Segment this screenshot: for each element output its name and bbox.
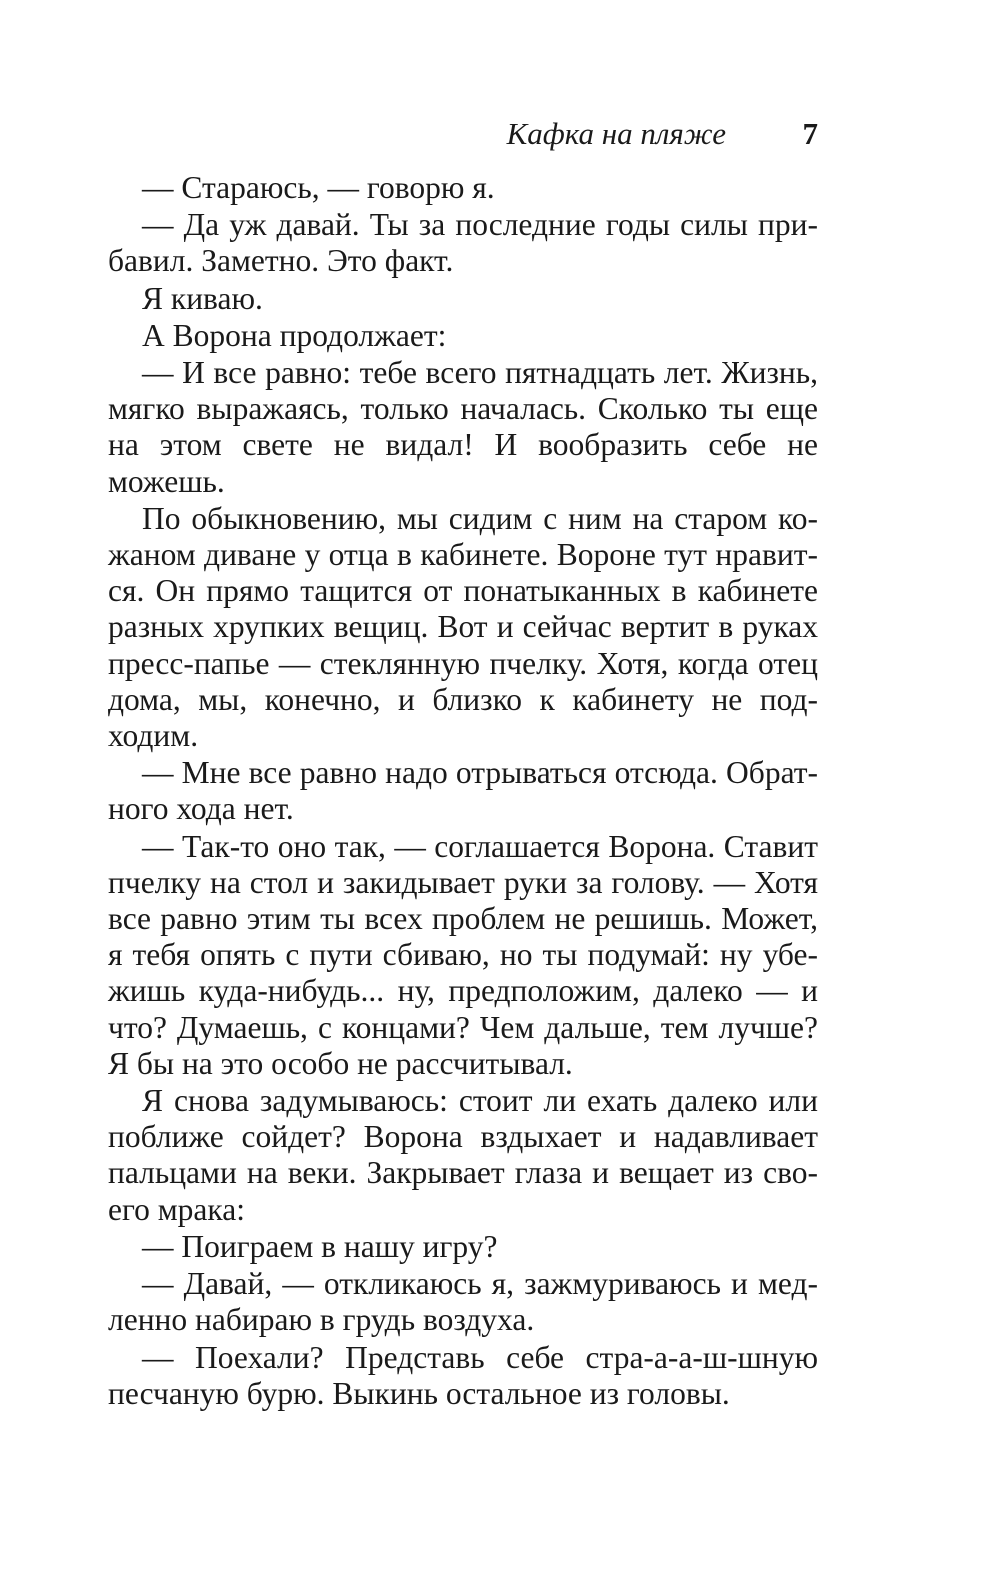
paragraph: — Так-то оно так, — соглашается Ворона. Ставит пчелку на стол и закидывает руки за голову. — Хотя все равно этим ты всех проблем не решишь. Может, я тебя опять с пути сбиваю, но ты подумай: ну убежишь куда-нибудь... ну, предположим, далеко — и что? Думаешь, с концами? Чем дальше, тем лучше? Я бы на это особо не рассчитывал. <box>108 828 818 1081</box>
paragraph: — Давай, — откликаюсь я, зажмуриваюсь и медленно набираю в грудь воздуха. <box>108 1266 818 1338</box>
paragraph: — Да уж давай. Ты за последние годы силы прибавил. Заметно. Это факт. <box>108 207 818 279</box>
paragraph: — Поехали? Представь себе стра-а-а-ш-шную песчаную бурю. Выкинь остальное из головы. <box>108 1339 818 1411</box>
paragraph: — Стараюсь, — говорю я. <box>142 170 495 205</box>
paragraph: — И все равно: тебе всего пятнадцать лет. Жизнь, мягко выражаясь, только началась. Сколько ты еще на этом свете не видал! И вообразить себе не можешь. <box>108 355 818 499</box>
paragraph: А Ворона продолжает: <box>142 317 447 353</box>
paragraph: Я киваю. <box>142 280 263 316</box>
paragraph: — Поиграем в нашу игру? <box>142 1228 498 1264</box>
running-head <box>108 112 818 156</box>
paragraph: Я снова задумываюсь: стоит ли ехать далеко или поближе сойдет? Ворона вздыхает и надавливает пальцами на веки. Закрывает глаза и вещает из своего мрака: <box>108 1083 818 1227</box>
paragraph: — Мне все равно надо отрываться отсюда. Обратного хода нет. <box>108 755 818 827</box>
text-block <box>108 170 818 1412</box>
paragraph: По обыкновению, мы сидим с ним на старом кожаном диване у отца в кабинете. Вороне тут нравится. Он прямо тащится от понатыканных в кабинете разных хрупких вещиц. Вот и сейчас вертит в руках пресс-папье — стеклянную пчелку. Хотя, когда отец дома, мы, конечно, и близко к кабинету не подходим. <box>108 500 818 754</box>
running-title: Кафка на пляже <box>506 116 726 151</box>
page-number: 7 <box>802 116 818 151</box>
